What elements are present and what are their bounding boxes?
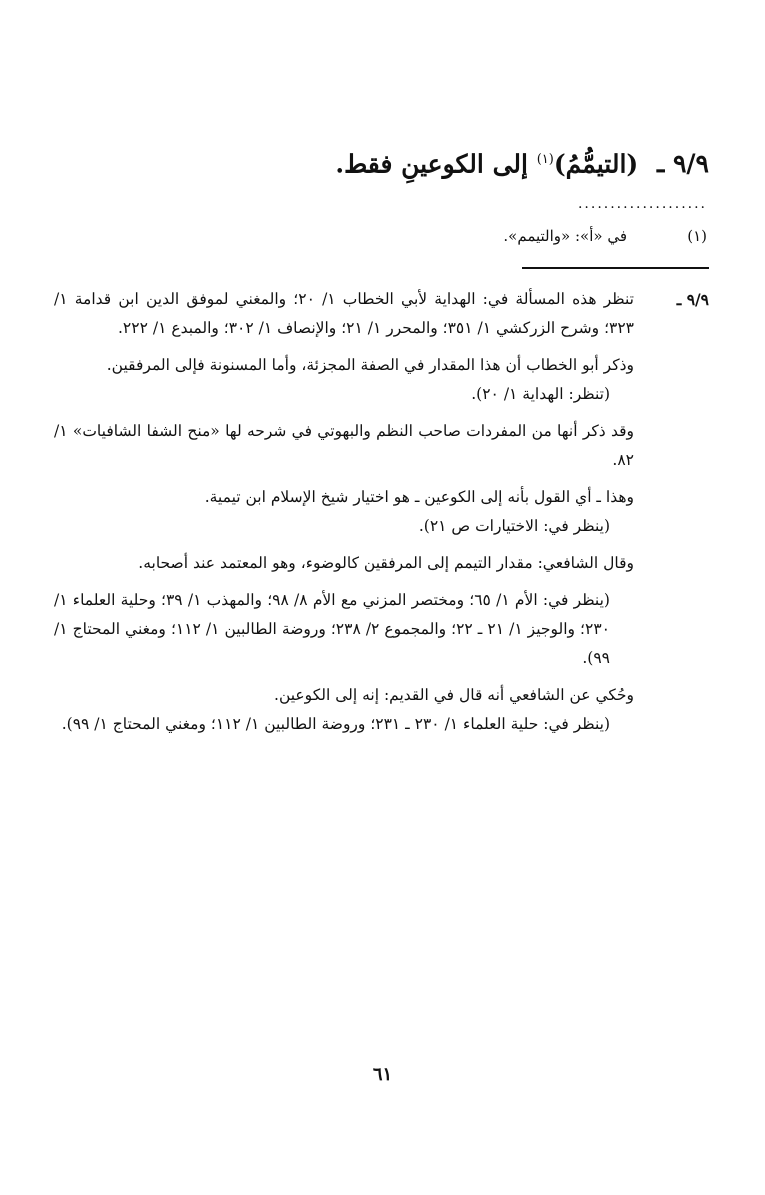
commentary-paragraph: (ينظر في: حلية العلماء ١/ ٢٣٠ ـ ٢٣١؛ وروضة الطالبين ١/ ١١٢؛ ومغني المحتاج ١/ ٩٩).	[61, 715, 610, 733]
page-number: ٦١	[372, 1064, 393, 1085]
commentary-number: ٩/٩ ـ	[676, 290, 709, 309]
footnote-reference: (١)	[536, 152, 554, 167]
issue-number: ٩/٩ ـ	[656, 149, 709, 179]
commentary-paragraph: (تنظر: الهداية ١/ ٢٠).	[471, 385, 610, 403]
commentary-section	[54, 285, 709, 747]
commentary-paragraph: (ينظر في: الاختيارات ص ٢١).	[418, 517, 610, 535]
footnote	[117, 222, 707, 250]
heading-text-before: (التيمُّمُ)	[553, 149, 639, 179]
commentary-paragraph: وهذا ـ أي القول بأنه إلى الكوعين ـ هو اختيار شيخ الإسلام ابن تيمية.	[204, 488, 634, 506]
commentary-paragraph: وقد ذكر أنها من المفردات صاحب النظم والبهوتي في شرحه لها «منح الشفا الشافيات» ١/ ٨٢.	[54, 422, 634, 469]
footnote-divider	[522, 267, 709, 269]
ellipsis-dots: ....................	[577, 196, 707, 212]
commentary-body	[54, 285, 634, 739]
commentary-paragraph: (ينظر في: الأم ١/ ٦٥؛ ومختصر المزني مع الأم ٨/ ٩٨؛ والمهذب ١/ ٣٩؛ وحلية العلماء ١/ ٢٣٠؛ والوجيز ١/ ٢١ ـ ٢٢؛ والمجموع ٢/ ٢٣٨؛ وروضة الطالبين ١/ ١١٢؛ ومغني المحتاج ١/ ٩٩).	[54, 591, 610, 667]
footnote-text: في «أ»: «والتيمم».	[503, 227, 627, 245]
commentary-paragraph: وحُكي عن الشافعي أنه قال في القديم: إنه إلى الكوعين.	[274, 686, 634, 704]
issue-heading	[109, 142, 709, 182]
commentary-paragraph: وذكر أبو الخطاب أن هذا المقدار في الصفة المجزئة، وأما المسنونة فإلى المرفقين.	[106, 356, 634, 374]
heading-text-after: إلى الكوعينِ فقط.	[335, 149, 528, 179]
commentary-paragraph: وقال الشافعي: مقدار التيمم إلى المرفقين كالوضوء، وهو المعتمد عند أصحابه.	[138, 554, 634, 572]
footnote-number: (١)	[687, 227, 707, 245]
commentary-paragraph: تنظر هذه المسألة في: الهداية لأبي الخطاب ١/ ٢٠؛ والمغني لموفق الدين ابن قدامة ١/ ٣٢٣؛ وشرح الزركشي ١/ ٣٥١؛ والمحرر ١/ ٢١؛ والإنصاف ١/ ٣٠٢؛ والمبدع ١/ ٢٢٢.	[54, 290, 634, 337]
